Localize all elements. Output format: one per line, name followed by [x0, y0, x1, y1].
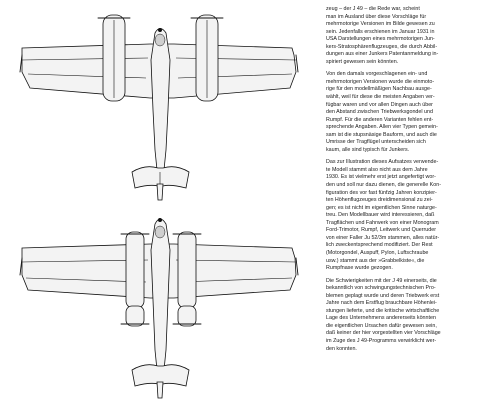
paragraph: zeug – der J 49 – die Rede war, scheint man im Ausland über diese Vorschläge für mehrmotorige Versionen im Bilde gewesen zu sein. Jedenfalls erschienen im Januar 1931 in USA Darstellungen eines mehrmotorigen Jun- kers-Stratosphärenflugzeuges, die durch Abbil- dungen aus einer Junkers Patentanmeldung in- spiriert gewesen sein könnten. [326, 6, 439, 65]
article-text [326, 6, 494, 398]
paragraph: Das zur Illustration dieses Aufsatzes verwende- te Modell stammt also nicht aus dem Jahre 1930. Es ist vielmehr erst jetzt angefertigt wor- den und soll nur dazu dienen, die generelle Kon- figuration des vor fast fünfzig Jahren konzipier- ten Höhenflugzeuges dreidimensional zu zei- gen; es ist nicht im eigentlichen Sinne naturge- treu. Den Modellbauer wird interessieren, daß Tragflächen und Fahrwerk von einer Monogram Ford-Trimotor, Rumpf, Leitwerk und Querruder von einer Faller Ju 52/3m stammen, alles natür- lich zweckentsprechend modifiziert. Der Rest (Motorgondel, Auspuff, Pylon, Luftschraube usw.) stammt aus der »Grabbelkiste«, die Rumpfnase wurde gezogen. [326, 159, 441, 272]
plan-view-twin-nacelle-version [20, 15, 298, 200]
plan-view-four-nacelle-version [20, 218, 298, 398]
paragraph: Von den damals vorgeschlagenen ein- und mehrmotorigen Versionen wurde die einmoto- rige für den modellmäßigen Nachbau ausge- wählt, weil für diese die meisten Angaben ver- fügbar waren und vor allen Dingen auch über den Abstand zwischen Triebwerksgondel und Rumpf. Für die anderen Varianten fehlen ent- sprechende Angaben. Allen vier Typen gemein- sam ist die stupsnäsige Bauform, und auch die Umrisse der Tragflügel unterscheiden sich kaum, alle sind typisch für Junkers. [326, 71, 438, 153]
paragraph: Die Schwierigkeiten mit der J 49 einerseits, die bekanntlich von schwingungstechnischen Pro- blemen geplagt wurde und deren Triebwerk erst Jahre nach dem Erstflug brauchbare Höhenlei- stungen lieferte, und die kritische wirtschaftliche Lage des Unternehmens andererseits könnten die eigentlichen Ursachen dafür gewesen sein, daß keiner der hier vorgestellten vier Vorschläge im Zuge des J 49-Programms verwirklicht wer- den konnten. [326, 277, 441, 352]
